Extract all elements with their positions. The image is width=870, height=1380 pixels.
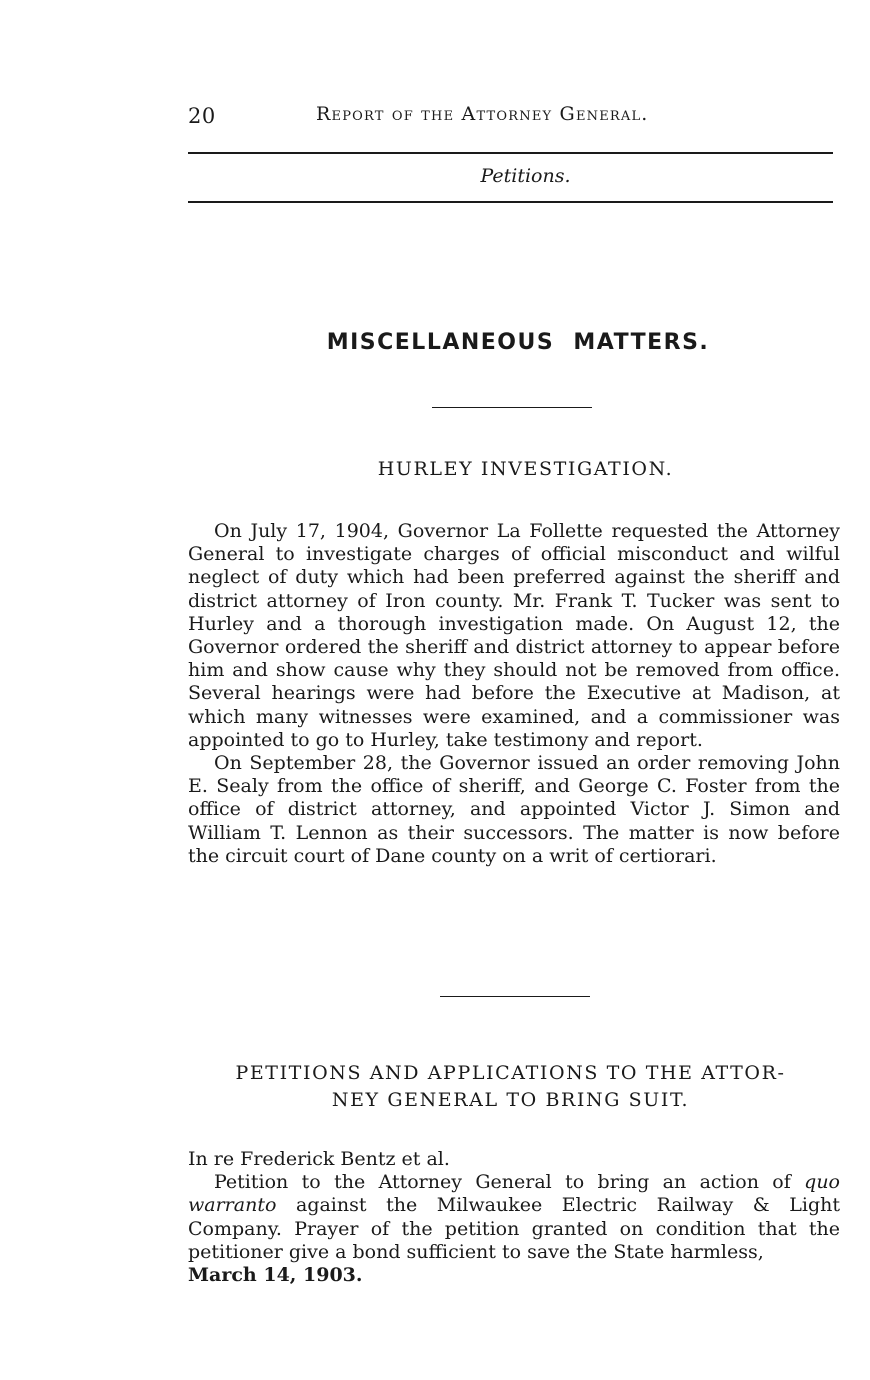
petition-date-line: [188, 1264, 840, 1287]
page-number: 20: [188, 104, 216, 128]
case-name: In re Frederick Bentz et al.: [188, 1148, 450, 1170]
running-head: [188, 100, 833, 134]
running-title: Report of the Attorney General.: [316, 103, 649, 125]
petitions-heading-line-1: PETITIONS AND APPLICATIONS TO THE ATTOR-: [235, 1062, 786, 1084]
petition-text-end: against the Milwaukee Electric Railway & Light Company. Prayer of the petition granted on condition that the petitioner give a bond sufficient to save the State harmless,: [188, 1194, 840, 1263]
section-label: Petitions.: [480, 165, 571, 187]
hurley-paragraph-1: On July 17, 1904, Governor La Follette requested the Attorney General to investigate charges of official misconduct and wilful neglect of duty which had been preferred against the sheriff and district attorney of Iron county. Mr. Frank T. Tucker was sent to Hurley and a thorough investigation made. On August 12, the Governor ordered the sheriff and district attorney to appear before him and show cause why they should not be removed from office. Several hearings were had before the Executive at Madison, at which many witnesses were examined, and a commissioner was appointed to go to Hurley, take testimony and report.: [188, 520, 840, 751]
section-divider: [432, 407, 592, 408]
petition-italic-phrase: quo warranto: [188, 1171, 840, 1217]
hurley-heading: HURLEY INVESTIGATION.: [377, 458, 674, 480]
main-heading: MISCELLANEOUS MATTERS.: [326, 330, 710, 355]
header-bottom-rule: [188, 201, 833, 203]
petition-date: March 14, 1903.: [188, 1264, 363, 1287]
hurley-paragraph-2: On September 28, the Governor issued an order removing John E. Sealy from the office of sheriff, and George C. Foster from the office of district attorney, and appointed Victor J. Simon and William T. Lennon as their successors. The matter is now before the circuit court of Dane county on a writ of certiorari.: [188, 752, 840, 867]
petitions-body: [188, 1148, 840, 1287]
section-divider: [440, 996, 590, 997]
petition-paragraph: [188, 1171, 840, 1264]
petitions-heading-line-2: NEY GENERAL TO BRING SUIT.: [331, 1089, 690, 1111]
petitions-heading: [188, 1060, 833, 1114]
petition-text-start: Petition to the Attorney General to bring an action of: [214, 1171, 805, 1194]
header-top-rule: [188, 152, 833, 154]
hurley-body: [188, 520, 840, 868]
